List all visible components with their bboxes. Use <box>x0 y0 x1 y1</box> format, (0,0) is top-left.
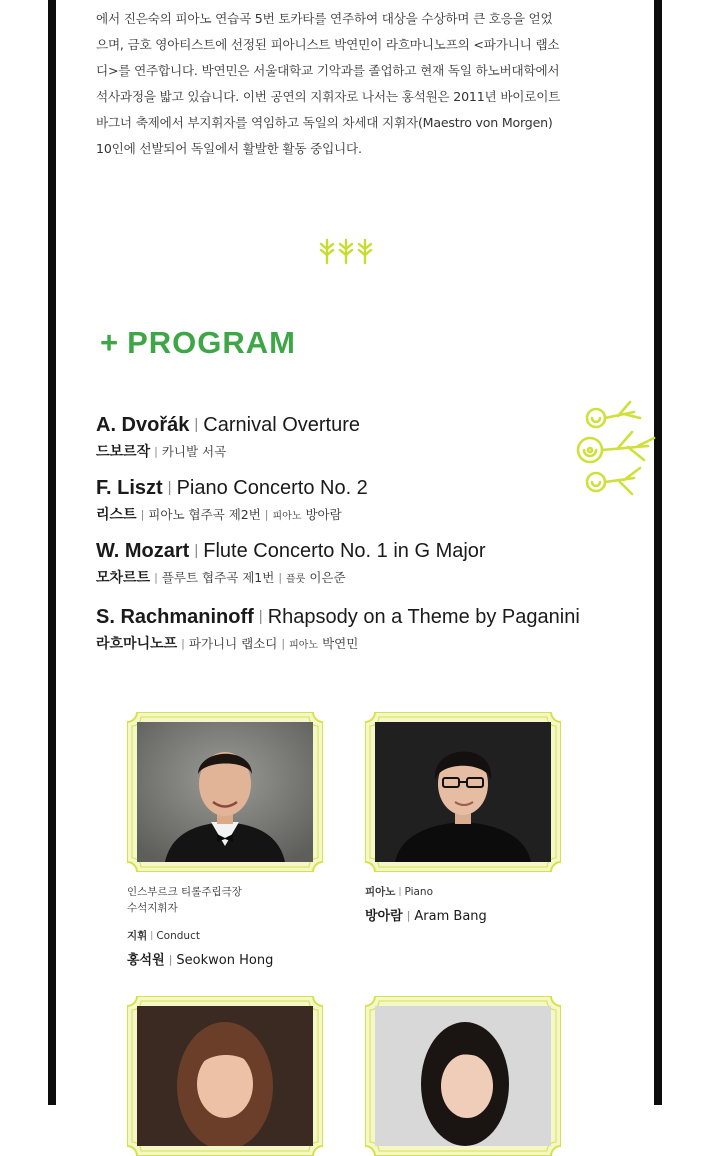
piece-korean-line <box>96 504 368 524</box>
performer-role <box>365 884 487 901</box>
separator: | <box>181 637 185 650</box>
piece-title-line <box>96 414 360 437</box>
page-frame-right <box>654 0 662 1105</box>
pianist-2-photo <box>375 1006 551 1146</box>
name-en: Aram Bang <box>414 909 487 924</box>
intro-line: 바그너 축제에서 부지휘자를 역임하고 독일의 차세대 지휘자(Maestro von Morgen) <box>96 115 553 130</box>
composer-name: A. Dvořák <box>96 414 190 436</box>
separator: | <box>406 909 411 922</box>
separator: | <box>194 416 199 433</box>
piece-title: Rhapsody on a Theme by Paganini <box>267 606 580 628</box>
performer-name <box>127 949 273 968</box>
piece-korean-line <box>96 567 486 587</box>
role-en: Piano <box>404 886 434 898</box>
composer-name-ko: 라흐마니노프 <box>96 636 178 652</box>
separator: | <box>194 542 199 559</box>
piece-korean-line <box>96 633 580 653</box>
conductor-photo <box>137 722 313 862</box>
performer-name <box>365 905 487 924</box>
performer-info <box>127 884 273 968</box>
separator: | <box>264 508 269 521</box>
separator: | <box>154 571 158 584</box>
program-item <box>96 540 486 587</box>
piece-title-line <box>96 540 486 563</box>
separator: | <box>150 931 154 941</box>
pianist-photo <box>375 722 551 862</box>
name-ko: 홍석원 <box>127 953 165 968</box>
affiliation: 인스부르크 티롤주립극장 <box>127 886 242 898</box>
name-en: Seokwon Hong <box>176 953 274 968</box>
role-ko: 지휘 <box>127 930 148 942</box>
rose-ornament-icon <box>574 398 658 502</box>
intro-line: 10인에 선발되어 독일에서 활발한 활동 중입니다. <box>96 141 362 156</box>
piece-title-ko: 카니발 서곡 <box>161 444 227 459</box>
page-frame-left <box>48 0 56 1105</box>
piece-title: Flute Concerto No. 1 in G Major <box>203 540 486 562</box>
role-ko: 피아노 <box>365 886 396 898</box>
composer-name: F. Liszt <box>96 477 163 499</box>
soloist-name-ko: 박연민 <box>322 636 359 651</box>
composer-name: W. Mozart <box>96 540 190 562</box>
composer-name-ko: 모차르트 <box>96 570 151 586</box>
program-heading-text: PROGRAM <box>127 325 296 360</box>
piece-title-ko: 파가니니 랩소디 <box>188 636 278 651</box>
program-item <box>96 606 580 653</box>
intro-paragraph <box>96 6 608 162</box>
affiliation-title: 수석지휘자 <box>127 902 178 914</box>
piece-korean-line <box>96 441 360 461</box>
flutist-photo <box>137 1006 313 1146</box>
separator: | <box>281 637 286 650</box>
separator: | <box>140 508 145 521</box>
soloist-role-ko: 피아노 <box>272 511 302 522</box>
composer-name-ko: 리스트 <box>96 507 137 523</box>
program-heading <box>100 325 296 361</box>
plus-icon: + <box>100 325 120 360</box>
piece-title-line <box>96 477 368 500</box>
separator: | <box>167 479 172 496</box>
piece-title: Piano Concerto No. 2 <box>176 477 368 499</box>
soloist-name-ko: 이은준 <box>309 570 346 585</box>
composer-name: S. Rachmaninoff <box>96 606 254 628</box>
separator: | <box>168 953 173 966</box>
program-item <box>96 477 368 524</box>
intro-line: 에서 진은숙의 피아노 연습곡 5번 토카타를 연주하여 대상을 수상하며 큰 호응을 얻었 <box>96 11 553 26</box>
intro-line: 으며, 금호 영아티스트에 선정된 피아니스트 박연민이 라흐마니노프의 <파가니니 랩소 <box>96 37 560 52</box>
piece-title-line <box>96 606 580 629</box>
soloist-name-ko: 방아람 <box>305 507 342 522</box>
performer-role <box>127 928 273 945</box>
separator: | <box>258 608 263 625</box>
intro-line: 디>를 연주합니다. 박연민은 서울대학교 기악과를 졸업하고 현재 독일 하노버대학에서 <box>96 63 560 78</box>
performer-info <box>365 884 487 924</box>
intro-line: 석사과정을 밟고 있습니다. 이번 공연의 지휘자로 나서는 홍석원은 2011년 바이로이트 <box>96 89 561 104</box>
composer-name-ko: 드보르작 <box>96 444 151 460</box>
soloist-role-ko: 피아노 <box>289 640 319 651</box>
name-ko: 방아람 <box>365 909 403 924</box>
piece-title: Carnival Overture <box>203 414 360 436</box>
soloist-role-ko: 플룻 <box>286 574 306 585</box>
piece-title-ko: 피아노 협주곡 제2번 <box>148 507 261 522</box>
piece-title-ko: 플루트 협주곡 제1번 <box>161 570 275 585</box>
separator: | <box>154 445 158 458</box>
separator: | <box>278 571 283 584</box>
role-en: Conduct <box>156 930 200 942</box>
separator: | <box>398 887 402 897</box>
program-item <box>96 414 360 461</box>
sprig-ornament-icon <box>318 236 374 266</box>
